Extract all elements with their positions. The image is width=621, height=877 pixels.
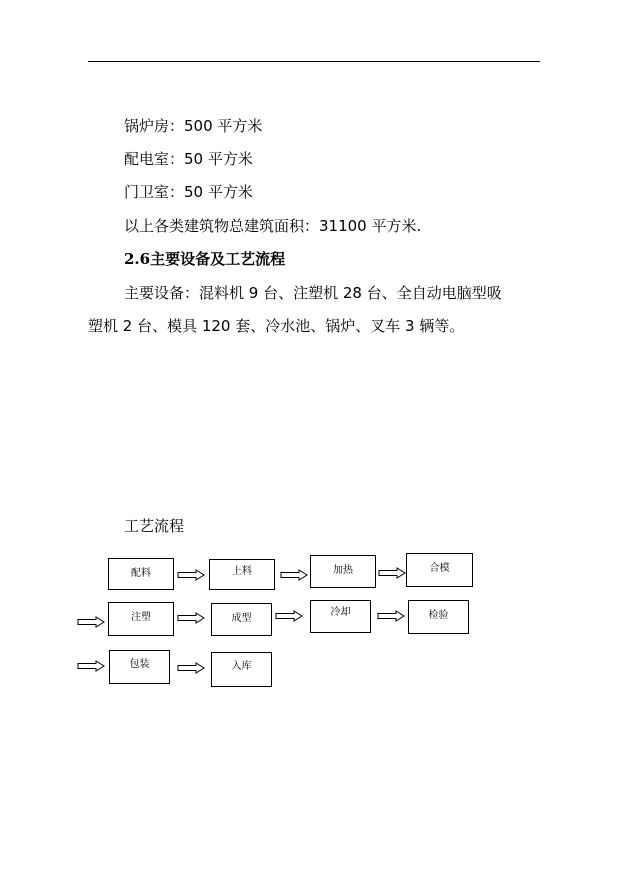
flow-step-warehousing: 入库 (211, 652, 272, 687)
power-room-area: 配电室：50 平方米 (124, 150, 253, 168)
arrow-icon (77, 660, 105, 672)
process-title: 工艺流程 (124, 517, 185, 535)
flow-step-cooling: 冷却 (310, 600, 371, 633)
guard-room-area: 门卫室：50 平方米 (124, 183, 253, 201)
arrow-icon (77, 616, 105, 628)
flow-step-inspection: 检验 (408, 600, 469, 634)
arrow-icon (377, 610, 405, 622)
header-rule (88, 61, 540, 62)
flow-step-forming: 成型 (211, 603, 272, 636)
arrow-icon (275, 610, 303, 622)
equipment-line-2: 塑机 2 台、模具 120 套、冷水池、锅炉、叉车 3 辆等。 (88, 317, 465, 335)
arrow-icon (177, 569, 205, 581)
flow-step-batching: 配料 (108, 558, 174, 590)
flow-step-loading: 上料 (209, 559, 275, 590)
flow-step-heating: 加热 (310, 555, 376, 588)
arrow-icon (378, 567, 406, 579)
arrow-icon (280, 569, 308, 581)
flow-step-packaging: 包装 (109, 650, 170, 684)
flow-step-injection: 注塑 (108, 602, 174, 636)
arrow-icon (177, 662, 205, 674)
total-building-area: 以上各类建筑物总建筑面积：31100 平方米. (124, 217, 422, 235)
section-heading: 2.6主要设备及工艺流程 (124, 250, 286, 268)
arrow-icon (177, 612, 205, 624)
flow-step-mold-closing: 合模 (406, 553, 473, 587)
boiler-room-area: 锅炉房：500 平方米 (124, 117, 263, 135)
equipment-line-1: 主要设备：混料机 9 台、注塑机 28 台、全自动电脑型吸 (124, 284, 502, 302)
